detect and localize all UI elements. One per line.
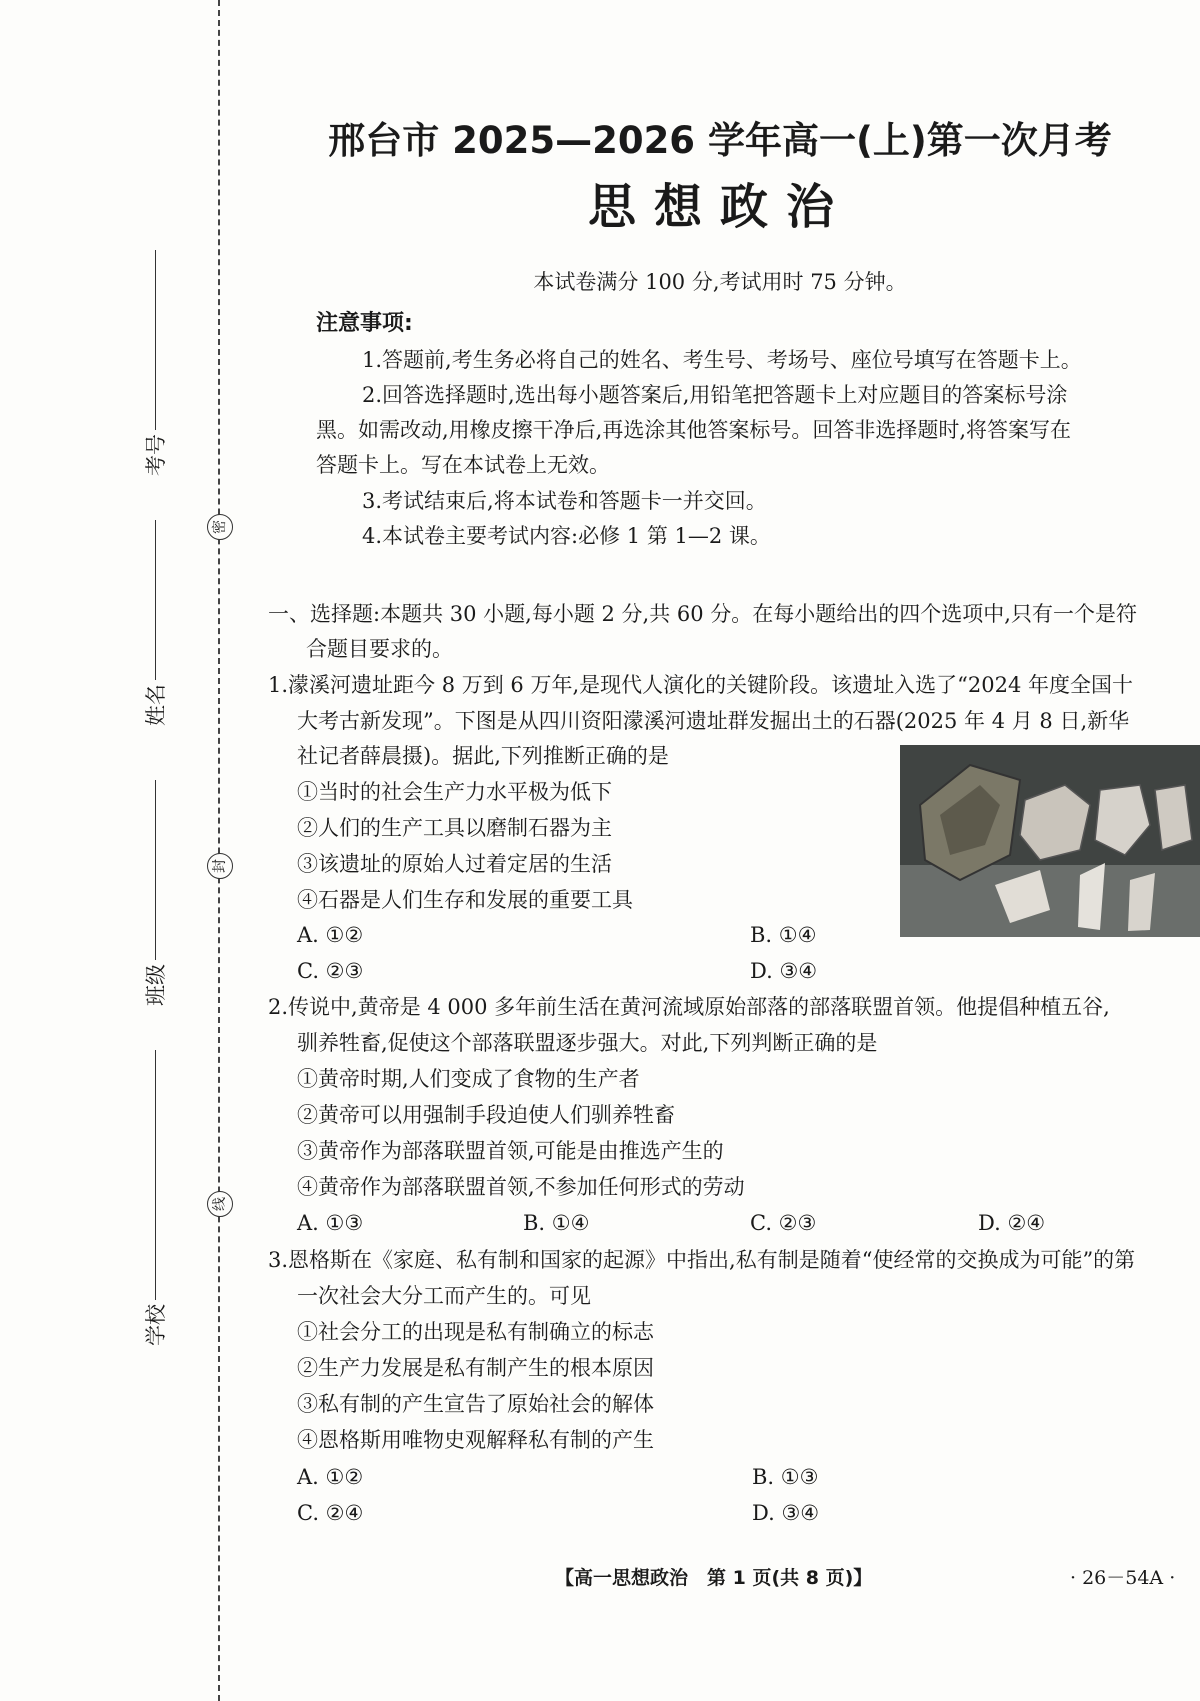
name-field — [125, 520, 185, 730]
class-field — [125, 780, 185, 1010]
q3-statement: ①社会分工的出现是私有制确立的标志 — [297, 1320, 654, 1344]
q3-stem-line: 3.恩格斯在《家庭、私有制和国家的起源》中指出,私有制是随着“使经常的交换成为可能”的第 — [268, 1248, 1136, 1272]
notice-line: 4.本试卷主要考试内容:必修 1 第 1—2 课。 — [362, 524, 771, 548]
q3-stem-line: 一次社会大分工而产生的。可见 — [297, 1284, 591, 1308]
q1-statement: ②人们的生产工具以磨制石器为主 — [297, 816, 612, 840]
q3-option-c[interactable]: C. ②④ — [297, 1501, 364, 1525]
exam-info: 本试卷满分 100 分,考试用时 75 分钟。 — [533, 270, 907, 294]
q1-option-a[interactable]: A. ①② — [297, 923, 364, 947]
name-label: 姓名 — [144, 684, 168, 726]
q2-option-a[interactable]: A. ①③ — [297, 1211, 364, 1235]
q1-stem-line: 社记者薛晨摄)。据此,下列推断正确的是 — [297, 744, 669, 768]
q3-statement: ③私有制的产生宣告了原始社会的解体 — [297, 1392, 654, 1416]
seal-mi: 密 — [207, 514, 233, 540]
seal-feng: 封 — [207, 853, 233, 879]
section-heading: 一、选择题:本题共 30 小题,每小题 2 分,共 60 分。在每小题给出的四个选项中,只有一个是符 — [268, 602, 1137, 626]
notice-line: 答题卡上。写在本试卷上无效。 — [316, 453, 610, 477]
school-label: 学校 — [144, 1304, 168, 1346]
notice-line: 1.答题前,考生务必将自己的姓名、考生号、考场号、座位号填写在答题卡上。 — [362, 348, 1082, 372]
q3-option-b[interactable]: B. ①③ — [752, 1465, 819, 1489]
notice-line: 2.回答选择题时,选出每小题答案后,用铅笔把答题卡上对应题目的答案标号涂 — [362, 383, 1068, 407]
notice-heading: 注意事项: — [316, 311, 413, 336]
q2-statement: ②黄帝可以用强制手段迫使人们驯养牲畜 — [297, 1103, 675, 1127]
q2-stem-line: 2.传说中,黄帝是 4 000 多年前生活在黄河流域原始部落的部落联盟首领。他提倡种植五谷, — [268, 995, 1110, 1019]
q2-option-b[interactable]: B. ①④ — [523, 1211, 590, 1235]
q3-option-a[interactable]: A. ①② — [297, 1465, 364, 1489]
q1-stem-line: 1.濛溪河遗址距今 8 万到 6 万年,是现代人演化的关键阶段。该遗址入选了“2024 年度全国十 — [268, 673, 1133, 697]
stone-tools-illustration — [900, 745, 1200, 937]
q1-statement: ①当时的社会生产力水平极为低下 — [297, 780, 612, 804]
q1-option-b[interactable]: B. ①④ — [750, 923, 817, 947]
exam-title: 邢台市 2025—2026 学年高一(上)第一次月考 — [328, 119, 1112, 162]
q2-stem-line: 驯养牲畜,促使这个部落联盟逐步强大。对此,下列判断正确的是 — [297, 1031, 878, 1055]
page-footer: 【高一思想政治 第 1 页(共 8 页)】 — [555, 1567, 873, 1589]
q3-statement: ②生产力发展是私有制产生的根本原因 — [297, 1356, 654, 1380]
paper-code: · 26－54A · — [1070, 1567, 1176, 1589]
notice-line: 黑。如需改动,用橡皮擦干净后,再选涂其他答案标号。回答非选择题时,将答案写在 — [316, 418, 1072, 442]
q1-stem-line: 大考古新发现”。下图是从四川资阳濛溪河遗址群发掘出土的石器(2025 年 4 月 8 日,新华 — [297, 709, 1130, 733]
class-label: 班级 — [144, 964, 168, 1006]
notice-line: 3.考试结束后,将本试卷和答题卡一并交回。 — [362, 489, 767, 513]
q1-option-d[interactable]: D. ③④ — [750, 959, 818, 983]
exam-number-field — [125, 250, 185, 480]
q1-option-c[interactable]: C. ②③ — [297, 959, 364, 983]
stone-tools-photo — [900, 745, 1200, 937]
q2-statement: ④黄帝作为部落联盟首领,不参加任何形式的劳动 — [297, 1175, 745, 1199]
q2-statement: ①黄帝时期,人们变成了食物的生产者 — [297, 1067, 640, 1091]
q3-option-d[interactable]: D. ③④ — [752, 1501, 820, 1525]
q1-statement: ④石器是人们生存和发展的重要工具 — [297, 888, 633, 912]
exam-number-label: 考号 — [144, 434, 168, 476]
q2-statement: ③黄帝作为部落联盟首领,可能是由推选产生的 — [297, 1139, 724, 1163]
q1-statement: ③该遗址的原始人过着定居的生活 — [297, 852, 612, 876]
section-heading-cont: 合题目要求的。 — [306, 637, 453, 661]
subject-title: 思想政治 — [587, 179, 852, 235]
seal-xian: 线 — [207, 1191, 233, 1217]
q3-statement: ④恩格斯用唯物史观解释私有制的产生 — [297, 1428, 654, 1452]
q2-option-d[interactable]: D. ②④ — [978, 1211, 1046, 1235]
school-field — [125, 1050, 185, 1350]
q2-option-c[interactable]: C. ②③ — [750, 1211, 817, 1235]
binding-dashed-line — [218, 0, 220, 1701]
